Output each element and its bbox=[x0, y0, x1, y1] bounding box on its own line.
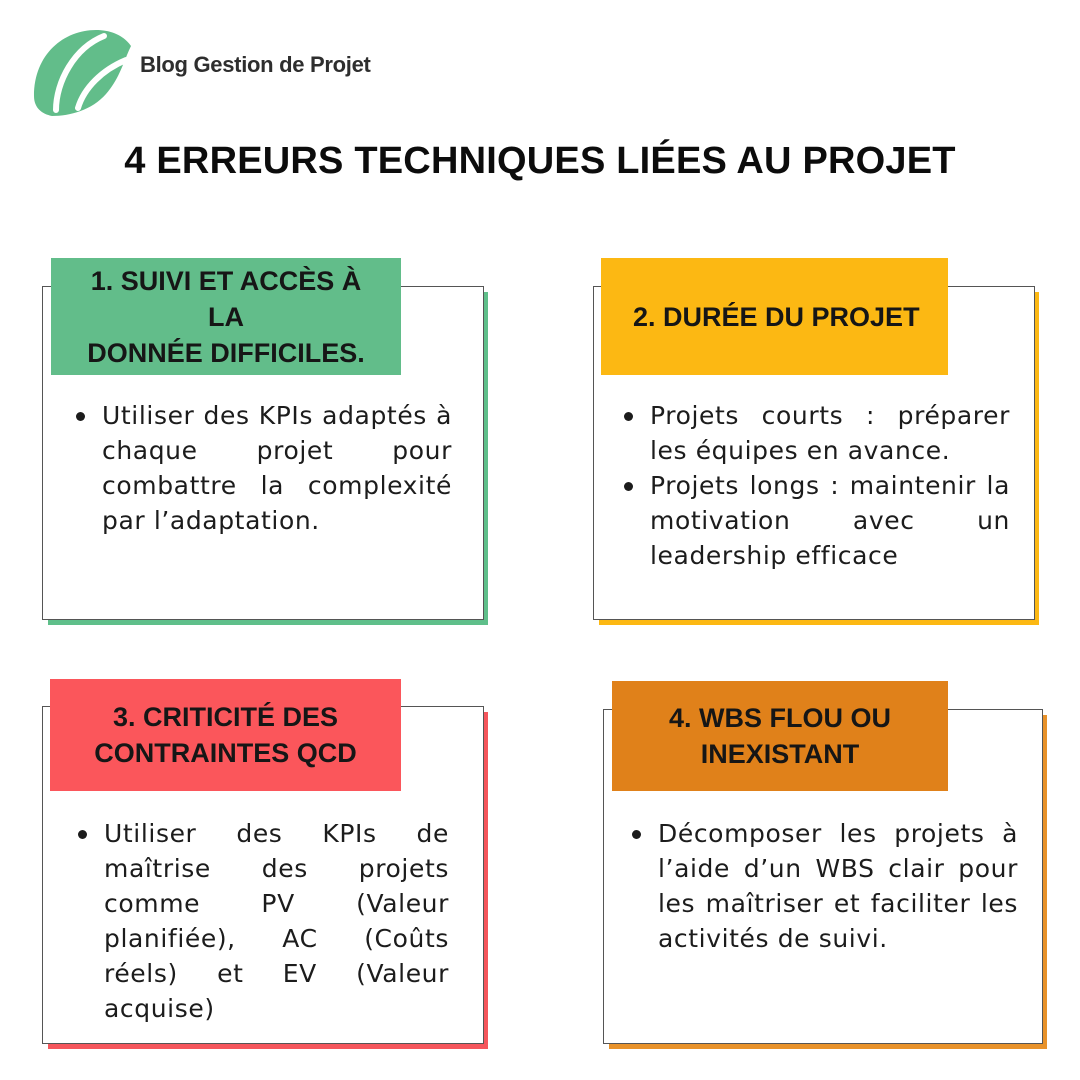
logo-icon bbox=[30, 26, 134, 118]
list-item: Projets longs : maintenir la motivation avec un leadership efficace bbox=[618, 468, 1010, 573]
card-heading-line: 4. WBS FLOU OU bbox=[669, 703, 891, 733]
card-bullet-list bbox=[618, 398, 1010, 573]
page-title: 4 ERREURS TECHNIQUES LIÉES AU PROJET bbox=[124, 140, 956, 182]
card-heading-line: 1. SUIVI ET ACCÈS À LA bbox=[90, 265, 362, 332]
card-bullet-list bbox=[72, 816, 449, 1026]
card-heading-line: INEXISTANT bbox=[700, 739, 860, 769]
card-heading-line: 3. CRITICITÉ DES bbox=[112, 702, 339, 732]
card-heading bbox=[50, 679, 401, 791]
card-bullet-list bbox=[626, 816, 1018, 956]
card-heading bbox=[612, 681, 948, 791]
brand-name: Blog Gestion de Projet bbox=[140, 52, 371, 77]
card-heading bbox=[51, 258, 401, 375]
card-heading-line: CONTRAINTES QCD bbox=[94, 738, 357, 768]
list-item: Utiliser des KPIs adaptés à chaque projet pour combattre la complexité par l’adaptation. bbox=[70, 398, 452, 538]
list-item: Projets courts : préparer les équipes en avance. bbox=[618, 398, 1010, 468]
card-heading bbox=[601, 258, 948, 375]
card-heading-line: 2. DURÉE DU PROJET bbox=[633, 301, 920, 332]
list-item: Décomposer les projets à l’aide d’un WBS clair pour les maîtriser et faciliter les activités de suivi. bbox=[626, 816, 1018, 956]
list-item: Utiliser des KPIs de maîtrise des projets comme PV (Valeur planifiée), AC (Coûts réels) et EV (Valeur acquise) bbox=[72, 816, 449, 1026]
card-bullet-list bbox=[70, 398, 452, 538]
card-heading-line: DONNÉE DIFFICILES. bbox=[87, 337, 365, 368]
